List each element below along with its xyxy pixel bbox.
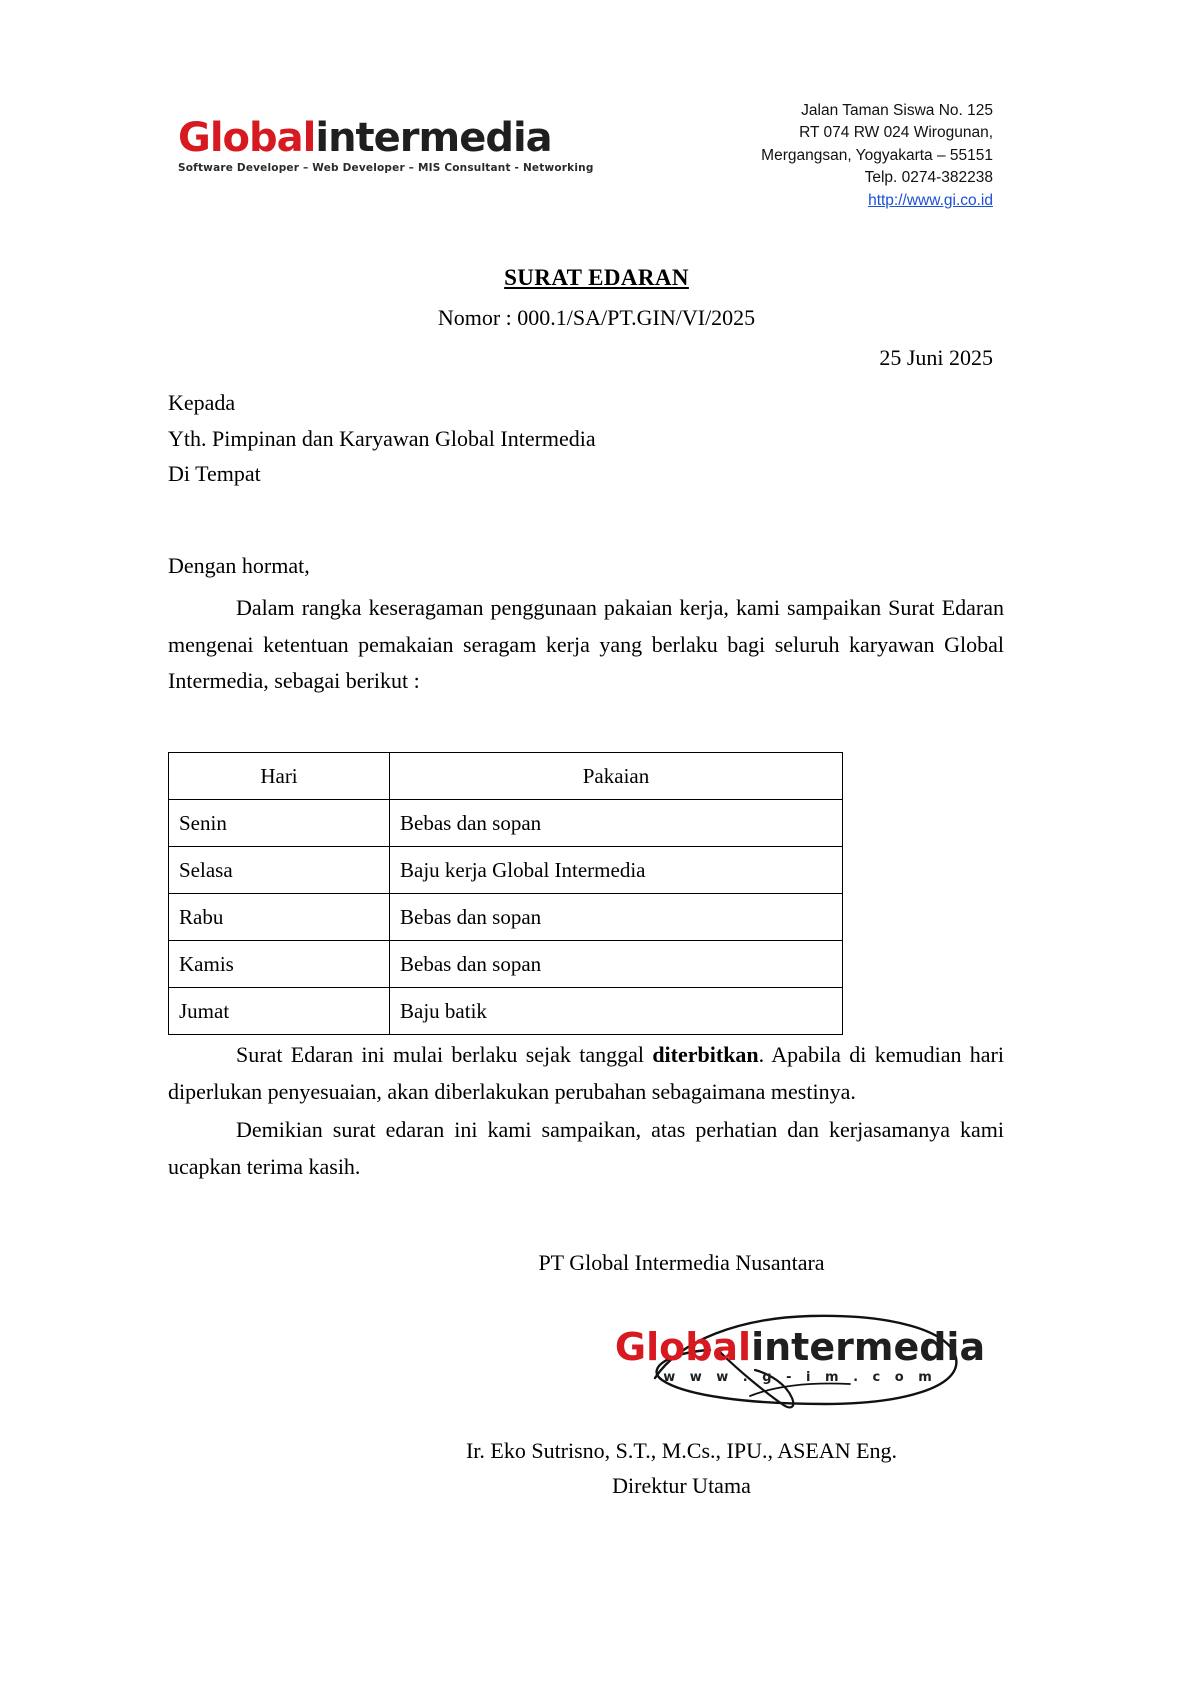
recipient-line-3: Di Tempat <box>168 461 261 487</box>
stamp-intermedia-text: intermedia <box>751 1325 986 1369</box>
table-header-row <box>169 753 843 800</box>
document-date: 25 Juni 2025 <box>879 345 993 370</box>
logo-wordmark <box>178 115 568 161</box>
document-number: Nomor : 000.1/SA/PT.GIN/VI/2025 <box>437 305 756 330</box>
cell-clothing: Baju kerja Global Intermedia <box>390 847 843 894</box>
signatory-role: Direktur Utama <box>612 1473 751 1498</box>
logo-global-text: Global <box>178 115 316 161</box>
cell-day: Selasa <box>169 847 390 894</box>
paragraph-2-emphasis: diterbitkan <box>652 1042 759 1067</box>
cell-day: Senin <box>169 800 390 847</box>
recipient-line-1: Kepada <box>168 390 236 415</box>
salutation: Dengan hormat, <box>168 553 310 578</box>
address-line-3: Mergangsan, Yogyakarta – 55151 <box>761 146 993 164</box>
company-website-link[interactable]: http://www.gi.co.id <box>868 191 993 209</box>
uniform-schedule-table <box>168 752 843 1035</box>
table-row <box>169 847 843 894</box>
cell-clothing: Baju batik <box>390 988 843 1035</box>
cell-clothing: Bebas dan sopan <box>390 941 843 988</box>
body-paragraph-2 <box>168 1037 1004 1110</box>
logo-tagline: Software Developer – Web Developer – MIS Consultant - Networking <box>178 162 594 174</box>
document-title: SURAT EDARAN <box>504 265 689 290</box>
company-stamp <box>600 1300 1000 1420</box>
signatory-name: Ir. Eko Sutrisno, S.T., M.Cs., IPU., ASEAN Eng. <box>465 1438 898 1463</box>
address-line-1: Jalan Taman Siswa No. 125 <box>801 102 993 119</box>
cell-clothing: Bebas dan sopan <box>390 800 843 847</box>
stamp-website-text: w w w . g - i m . c o m <box>663 1370 937 1385</box>
table-header-pakaian: Pakaian <box>390 753 843 800</box>
address-line-2: RT 074 RW 024 Wirogunan, <box>799 124 993 142</box>
company-address <box>761 100 993 212</box>
body-paragraph-3: Demikian surat edaran ini kami sampaikan, atas perhatian dan kerjasamanya kami ucapkan terima kasih. <box>168 1117 1004 1179</box>
cell-day: Rabu <box>169 894 390 941</box>
table-row <box>169 988 843 1035</box>
paragraph-2-part-2: . Apabila di kemudian hari diperlukan penyesuaian, akan diberlakukan perubahan sebagaimana mestinya. <box>168 1042 1004 1104</box>
signature-company: PT Global Intermedia Nusantara <box>538 1250 825 1275</box>
table-row <box>169 894 843 941</box>
logo-intermedia-text: intermedia <box>315 115 552 161</box>
table-row <box>169 941 843 988</box>
stamp-wordmark <box>600 1325 1000 1369</box>
body-paragraph-1: Dalam rangka keseragaman penggunaan pakaian kerja, kami sampaikan Surat Edaran mengenai ketentuan pemakaian seragam kerja yang berlaku bagi seluruh karyawan Global Intermedia, sebagai berikut : <box>168 595 1004 694</box>
letterhead <box>0 100 1193 220</box>
paragraph-2-part-1: Surat Edaran ini mulai berlaku sejak tanggal <box>236 1042 653 1067</box>
stamp-global-text: Global <box>614 1325 752 1369</box>
recipient-line-2: Yth. Pimpinan dan Karyawan Global Intermedia <box>168 425 596 451</box>
address-phone: Telp. 0274-382238 <box>864 169 993 187</box>
table-row <box>169 800 843 847</box>
cell-day: Kamis <box>169 941 390 988</box>
recipient-block <box>168 385 596 492</box>
table-header-hari: Hari <box>169 753 390 800</box>
company-logo <box>178 115 594 174</box>
cell-clothing: Bebas dan sopan <box>390 894 843 941</box>
cell-day: Jumat <box>169 988 390 1035</box>
